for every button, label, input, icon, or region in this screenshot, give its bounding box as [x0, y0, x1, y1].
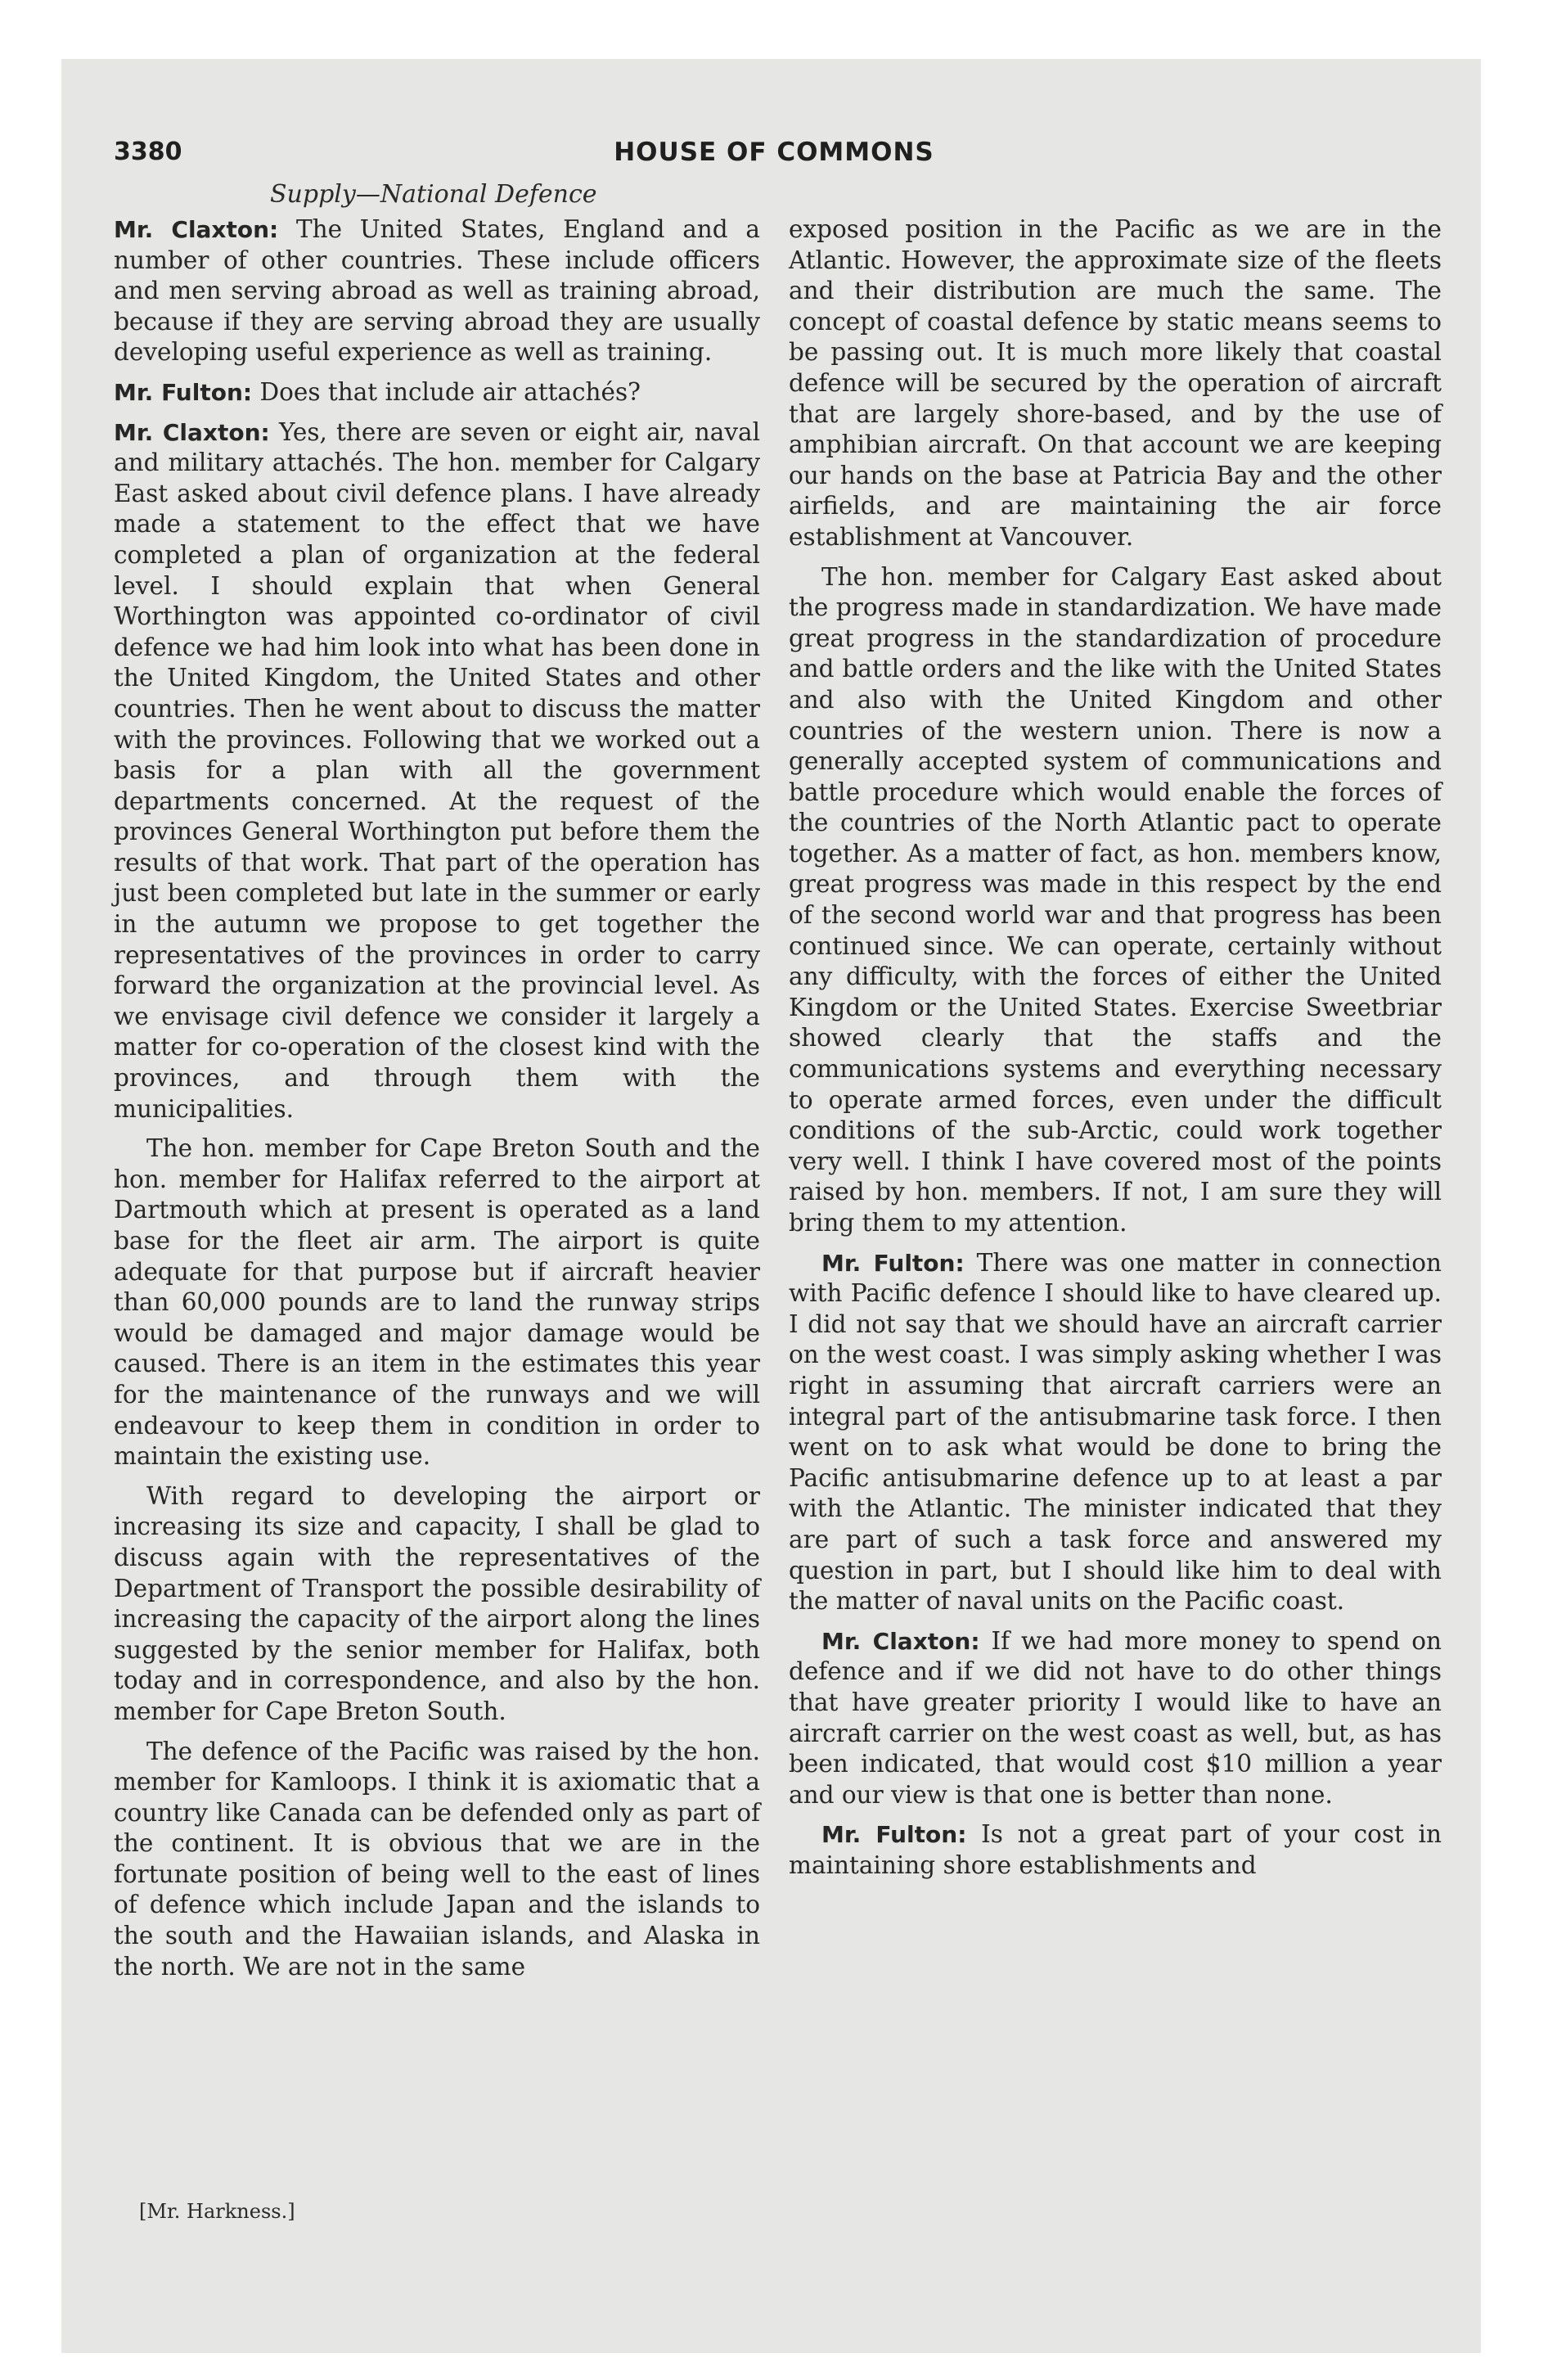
- speaker-name: Mr. Claxton:: [114, 418, 270, 446]
- paragraph: The defence of the Pacific was raised by the hon. member for Kamloops. I think it is axiomatic that a country like Canada can be defended only as part of the continent. It is obvious that we are in the fortunate position of being well to the east of lines of defence which include Japan and the islands to the south and the Hawaiian islands, and Alaska in the north. We are not in the same: [114, 1737, 760, 1981]
- speaker-name: Mr. Fulton:: [821, 1821, 967, 1849]
- section-title: Supply—National Defence: [270, 180, 597, 209]
- paragraph-text: Is not a great part of your cost in maintaining shore establishments and: [789, 1820, 1442, 1879]
- paragraph: [789, 1819, 1442, 1881]
- running-head: HOUSE OF COMMONS: [614, 137, 934, 167]
- footer-note: [Mr. Harkness.]: [139, 2200, 295, 2223]
- speaker-name: Mr. Fulton:: [114, 378, 253, 406]
- paragraph-text: There was one matter in connection with Pacific defence I should like to have cleared up. I did not say that we should have an aircraft carrier on the west coast. I was simply asking whether I was right in assuming that aircraft carriers were an integral part of the antisubmarine task force. I then went on to ask what would be done to bring the Pacific antisubmarine defence up to at least a par with the Atlantic. The minister indicated that they are part of such a task force and answered my question in part, but I should like him to deal with the matter of naval units on the Pacific coast.: [789, 1248, 1442, 1616]
- paragraph-text: The United States, England and a number of other countries. These include officers and men serving abroad as well as training abroad, because if they are serving abroad they are usually developing useful experience as well as training.: [114, 215, 760, 367]
- paragraph-text: If we had more money to spend on defence and if we did not have to do other things that have greater priority I would like to have an aircraft carrier on the west coast as well, but, as has been indicated, that would cost $10 million a year and our view is that one is better than none.: [789, 1626, 1442, 1809]
- paragraph-text: Yes, there are seven or eight air, naval and military attachés. The hon. member for Calgary East asked about civil defence plans. I have already made a statement to the effect that we have completed a plan of organization at the federal level. I should explain that when General Worthington was appointed co-ordinator of civil defence we had him look into what has been done in the United Kingdom, the United States and other countries. Then he went about to discuss the matter with the provinces. Following that we worked out a basis for a plan with all the government departments concerned. At the request of the provinces General Worthington put before them the results of that work. That part of the operation has just been completed but late in the summer or early in the autumn we propose to get together the representatives of the provinces in order to carry forward the organization at the provincial level. As we envisage civil defence we consider it largely a matter for co-operation of the closest kind with the provinces, and through them with the municipalities.: [114, 417, 761, 1123]
- paragraph: [114, 417, 760, 1125]
- paragraph: [789, 1248, 1442, 1617]
- paragraph: [789, 1626, 1442, 1811]
- speaker-name: Mr. Fulton:: [821, 1249, 965, 1277]
- speaker-name: Mr. Claxton:: [114, 216, 279, 243]
- left-column: [114, 214, 760, 1991]
- page-number: 3380: [114, 137, 182, 166]
- paragraph: The hon. member for Calgary East asked about the progress made in standardization. We have made great progress in the standardization of procedure and battle orders and the like with the United States and also with the United Kingdom and other countries of the western union. There is now a generally accepted system of communications and battle procedure which would enable the forces of the countries of the North Atlantic pact to operate together. As a matter of fact, as hon. members know, great progress was made in this respect by the end of the second world war and that progress has been continued since. We can operate, certainly without any difficulty, with the forces of either the United Kingdom or the United States. Exercise Sweetbriar showed clearly that the staffs and the communications systems and everything necessary to operate armed forces, even under the difficult conditions of the sub-Arctic, could work together very well. I think I have covered most of the points raised by hon. members. If not, I am sure they will bring them to my attention.: [789, 562, 1442, 1237]
- paragraph-text: Does that include air attachés?: [252, 377, 641, 406]
- paragraph: [114, 377, 760, 408]
- right-column: [789, 214, 1442, 1890]
- speaker-name: Mr. Claxton:: [821, 1627, 980, 1655]
- paragraph: With regard to developing the airport or increasing its size and capacity, I shall be glad to discuss again with the representatives of the Department of Transport the possible desirability of increasing the capacity of the airport along the lines suggested by the senior member for Halifax, both today and in correspondence, and also by the hon. member for Cape Breton South.: [114, 1481, 760, 1725]
- paragraph: The hon. member for Cape Breton South and the hon. member for Halifax referred to the airport at Dartmouth which at present is operated as a land base for the fleet air arm. The airport is quite adequate for that purpose but if aircraft heavier than 60,000 pounds are to land the runway strips would be damaged and major damage would be caused. There is an item in the estimates this year for the maintenance of the runways and we will endeavour to keep them in condition in order to maintain the existing use.: [114, 1134, 760, 1471]
- paragraph: exposed position in the Pacific as we are in the Atlantic. However, the approximate size of the fleets and their distribution are much the same. The concept of coastal defence by static means seems to be passing out. It is much more likely that coastal defence will be secured by the operation of aircraft that are largely shore-based, and by the use of amphibian aircraft. On that account we are keeping our hands on the base at Patricia Bay and the other airfields, and are maintaining the air force establishment at Vancouver.: [789, 215, 1442, 551]
- paragraph: [114, 214, 760, 368]
